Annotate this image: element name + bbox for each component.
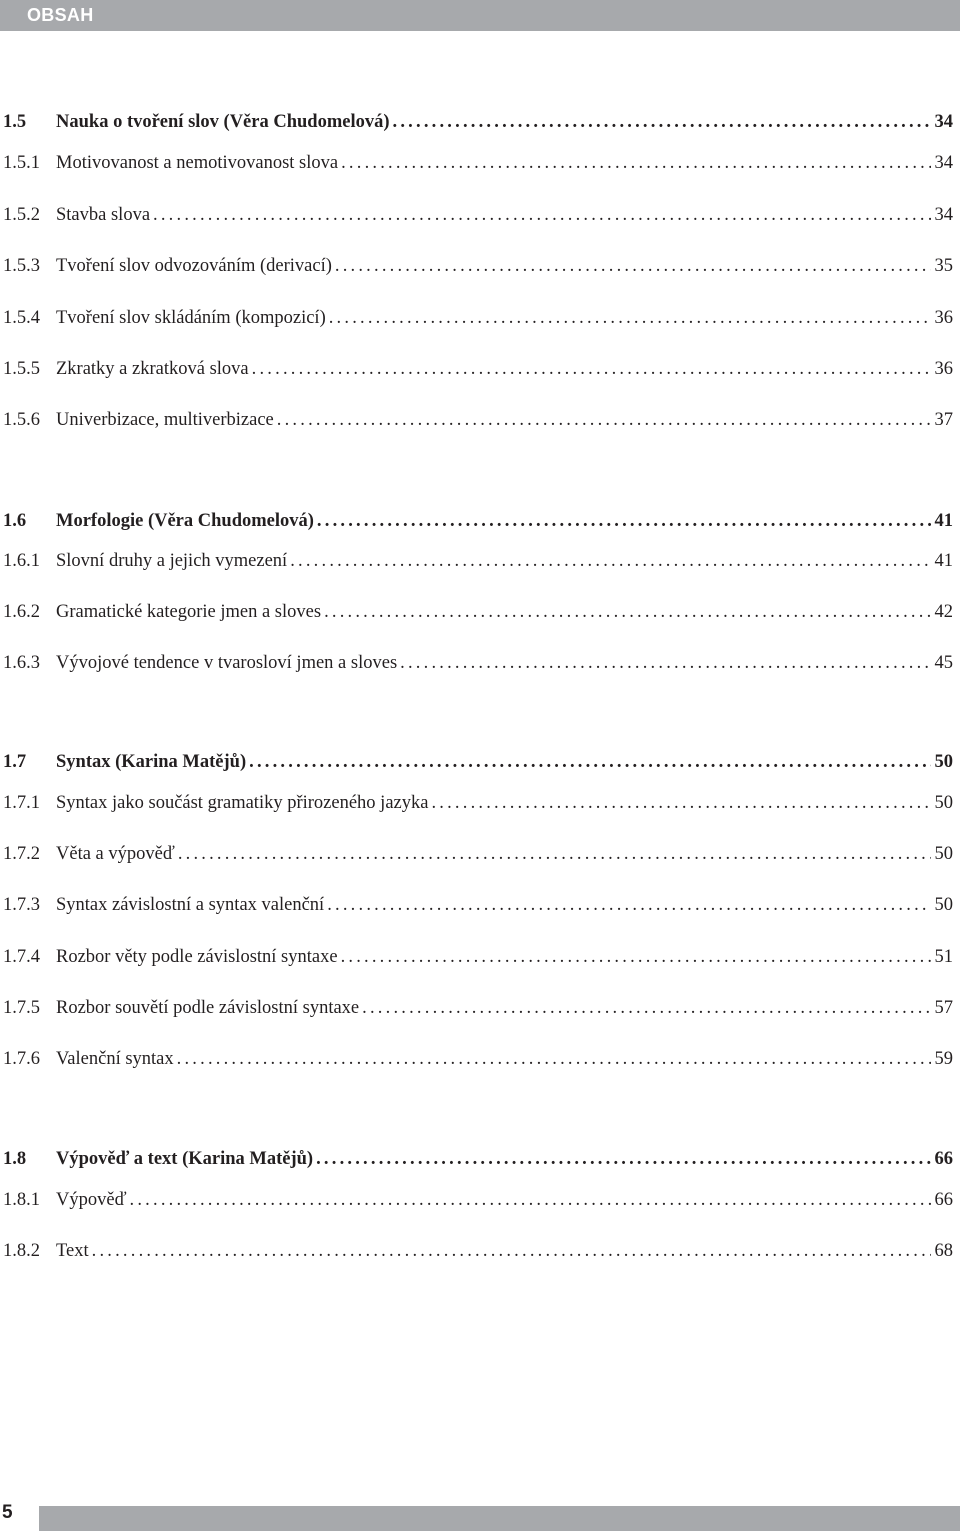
toc-dot-leader	[335, 253, 931, 279]
toc-entry[interactable]	[3, 1187, 953, 1213]
toc-entry[interactable]	[3, 599, 953, 625]
toc-entry-number: 1.8.2	[3, 1241, 40, 1261]
toc-entry-number: 1.7.1	[3, 793, 40, 813]
toc-entry-number: 1.5.4	[3, 308, 40, 328]
toc-dot-leader	[252, 356, 931, 382]
toc-entry[interactable]	[3, 1046, 953, 1072]
page-title: OBSAH	[27, 5, 94, 25]
toc-entry-page: 36	[934, 359, 953, 379]
toc-entry-page: 41	[934, 551, 953, 571]
toc-entry[interactable]	[3, 305, 953, 331]
toc-entry-number: 1.5.1	[3, 153, 40, 173]
toc-entry-number: 1.7.6	[3, 1049, 40, 1069]
toc-entry-page: 50	[934, 793, 953, 813]
toc-entry-number: 1.5.5	[3, 359, 40, 379]
toc-entry-number: 1.7.3	[3, 895, 40, 915]
toc-entry[interactable]	[3, 508, 953, 534]
toc-entry-page: 59	[934, 1049, 953, 1069]
toc-entry-title: Text	[56, 1241, 89, 1261]
toc-entry[interactable]	[3, 892, 953, 918]
toc-entry-title: Nauka o tvoření slov (Věra Chudomelová)	[56, 112, 390, 132]
toc-entry-title: Rozbor věty podle závislostní syntaxe	[56, 947, 338, 967]
toc-entry[interactable]	[3, 841, 953, 867]
toc-entry-page: 34	[934, 153, 953, 173]
toc-dot-leader	[290, 548, 930, 574]
toc-entry-title: Syntax jako součást gramatiky přirozeného jazyka	[56, 793, 429, 813]
toc-entry-page: 66	[934, 1190, 953, 1210]
toc-entry-title: Tvoření slov skládáním (kompozicí)	[56, 308, 326, 328]
toc-dot-leader	[92, 1238, 931, 1264]
toc-dot-leader	[277, 407, 931, 433]
toc-entry-title: Zkratky a zkratková slova	[56, 359, 249, 379]
toc-entry-number: 1.5.3	[3, 256, 40, 276]
toc-dot-leader	[178, 841, 931, 867]
toc-entry[interactable]	[3, 944, 953, 970]
toc-entry-number: 1.7.5	[3, 998, 40, 1018]
header-bar	[0, 0, 960, 31]
toc-entry[interactable]	[3, 749, 953, 775]
toc-entry[interactable]	[3, 109, 953, 135]
toc-entry-page: 68	[934, 1241, 953, 1261]
toc-entry-number: 1.7	[3, 752, 27, 772]
toc-entry[interactable]	[3, 650, 953, 676]
toc-entry-page: 50	[934, 752, 953, 772]
toc-dot-leader	[177, 1046, 931, 1072]
toc-entry-page: 50	[934, 844, 953, 864]
toc-entry-number: 1.5	[3, 112, 27, 132]
toc-entry-page: 35	[934, 256, 953, 276]
toc-dot-leader	[341, 150, 930, 176]
toc-entry-title: Syntax závislostní a syntax valenční	[56, 895, 325, 915]
toc-dot-leader	[130, 1187, 931, 1213]
footer-bar	[39, 1506, 960, 1531]
toc-dot-leader	[316, 1146, 930, 1172]
toc-dot-leader	[327, 892, 930, 918]
toc-entry[interactable]	[3, 150, 953, 176]
toc-entry[interactable]	[3, 790, 953, 816]
toc-entry-title: Gramatické kategorie jmen a sloves	[56, 602, 322, 622]
toc-entry-title: Univerbizace, multiverbizace	[56, 410, 274, 430]
toc-entry-title: Tvoření slov odvozováním (derivací)	[56, 256, 332, 276]
toc-dot-leader	[341, 944, 931, 970]
toc-entry-page: 45	[934, 653, 953, 673]
toc-dot-leader	[400, 650, 930, 676]
toc-entry-title: Motivovanost a nemotivovanost slova	[56, 153, 339, 173]
toc-entry-number: 1.7.4	[3, 947, 40, 967]
toc-entry-title: Morfologie (Věra Chudomelová)	[56, 511, 314, 531]
toc-entry-title: Výpověď	[56, 1190, 127, 1210]
toc-entry-page: 66	[934, 1149, 953, 1169]
toc-dot-leader	[249, 749, 930, 775]
toc-dot-leader	[329, 305, 931, 331]
toc-entry-page: 37	[934, 410, 953, 430]
toc-entry-page: 51	[934, 947, 953, 967]
toc-entry-number: 1.8	[3, 1149, 27, 1169]
toc-entry[interactable]	[3, 356, 953, 382]
toc-entry-number: 1.6	[3, 511, 27, 531]
toc-entry[interactable]	[3, 548, 953, 574]
toc-dot-leader	[393, 109, 931, 135]
toc-entry-title: Valenční syntax	[56, 1049, 174, 1069]
toc-entry-number: 1.7.2	[3, 844, 40, 864]
toc-entry[interactable]	[3, 995, 953, 1021]
toc-entry-title: Syntax (Karina Matějů)	[56, 752, 247, 772]
toc-entry[interactable]	[3, 253, 953, 279]
toc-entry-title: Věta a výpověď	[56, 844, 175, 864]
toc-dot-leader	[317, 508, 931, 534]
toc-entry[interactable]	[3, 1146, 953, 1172]
page-number: 5	[2, 1502, 13, 1523]
toc-entry[interactable]	[3, 202, 953, 228]
toc-entry[interactable]	[3, 407, 953, 433]
toc-entry-number: 1.6.3	[3, 653, 40, 673]
toc-entry-number: 1.6.2	[3, 602, 40, 622]
toc-entry-title: Výpověď a text (Karina Matějů)	[56, 1149, 314, 1169]
toc-entry-title: Rozbor souvětí podle závislostní syntaxe	[56, 998, 360, 1018]
toc-entry-page: 57	[934, 998, 953, 1018]
toc-entry-title: Vývojové tendence v tvarosloví jmen a sloves	[56, 653, 398, 673]
toc-entry-number: 1.5.6	[3, 410, 40, 430]
toc-dot-leader	[153, 202, 930, 228]
toc-dot-leader	[324, 599, 930, 625]
toc-entry-page: 34	[934, 112, 953, 132]
toc-entry-number: 1.8.1	[3, 1190, 40, 1210]
toc-entry-title: Stavba slova	[56, 205, 151, 225]
toc-entry-page: 34	[934, 205, 953, 225]
toc-entry-number: 1.6.1	[3, 551, 40, 571]
toc-dot-leader	[431, 790, 930, 816]
toc-entry-page: 50	[934, 895, 953, 915]
toc-entry-page: 36	[934, 308, 953, 328]
toc-entry[interactable]	[3, 1238, 953, 1264]
toc-entry-page: 42	[934, 602, 953, 622]
toc-entry-number: 1.5.2	[3, 205, 40, 225]
toc-entry-title: Slovní druhy a jejich vymezení	[56, 551, 288, 571]
toc-dot-leader	[362, 995, 930, 1021]
toc-entry-page: 41	[934, 511, 953, 531]
